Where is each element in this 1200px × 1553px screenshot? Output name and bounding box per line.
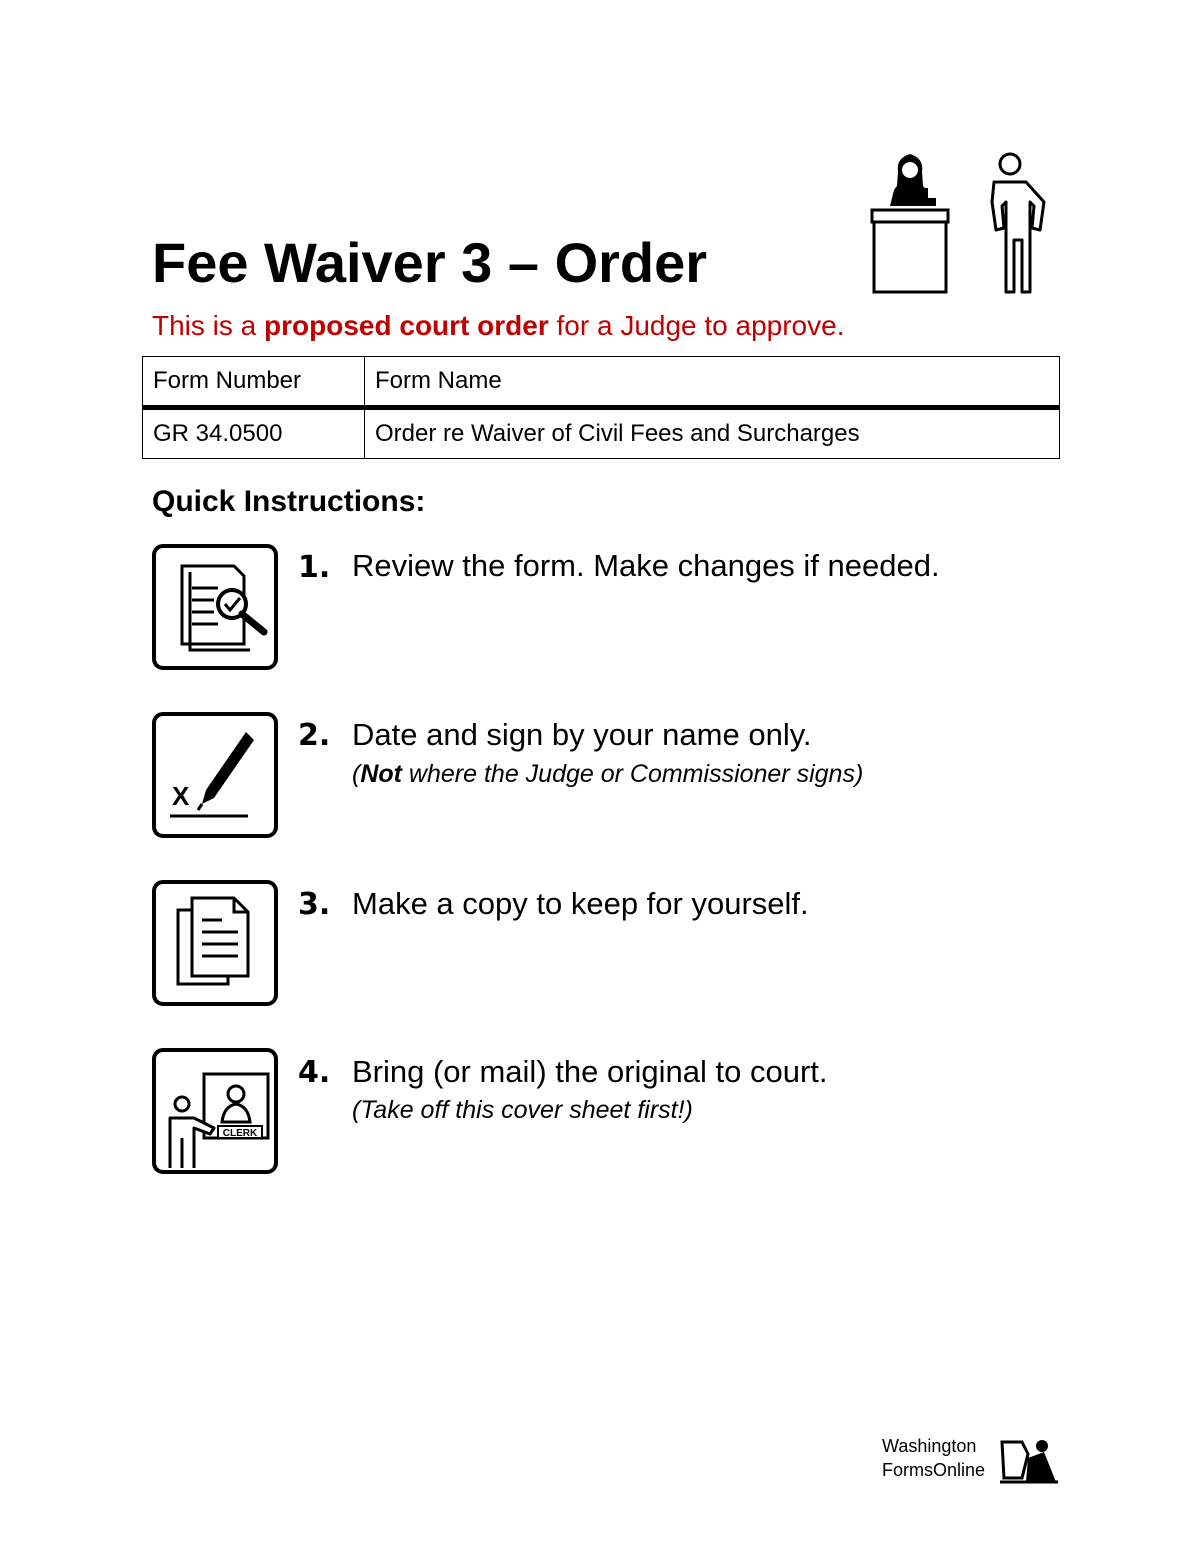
column-header-form-name: Form Name	[365, 357, 1060, 408]
form-number-cell: GR 34.0500	[143, 408, 365, 459]
subtitle-prefix: This is a	[152, 310, 265, 341]
step-2-note-rest: where the Judge or Commissioner signs)	[401, 760, 864, 788]
step-2-note	[352, 758, 863, 790]
step-4-text: Bring (or mail) the original to court.	[352, 1054, 828, 1089]
step-1-text: Review the form. Make changes if needed.	[352, 548, 940, 583]
step-1-number: 1.	[298, 550, 331, 585]
step-3-text: Make a copy to keep for yourself.	[352, 886, 809, 921]
quick-instructions-heading: Quick Instructions:	[152, 485, 426, 518]
clerk-icon	[152, 1048, 278, 1174]
pen-sign-icon	[152, 712, 278, 838]
step-3-number: 3.	[298, 887, 331, 922]
table-header-row	[143, 357, 1060, 408]
subtitle-suffix: for a Judge to approve.	[548, 310, 845, 341]
page-subtitle	[152, 308, 844, 344]
washington-formsonline-logo	[882, 1434, 1062, 1488]
page-title: Fee Waiver 3 – Order	[152, 231, 708, 294]
step-2-note-open: (	[352, 760, 361, 788]
step-2-text: Date and sign by your name only.	[352, 717, 812, 752]
logo-line-1: Washington	[882, 1436, 977, 1456]
signature-x-label: X	[172, 781, 190, 811]
form-name-cell: Order re Waiver of Civil Fees and Surcharges	[365, 408, 1060, 459]
step-2-note-emphasis: Not	[360, 760, 402, 788]
document-review-icon	[152, 544, 278, 670]
subtitle-emphasis: proposed court order	[264, 310, 549, 341]
step-2-number: 2.	[298, 718, 331, 753]
forms-table	[142, 356, 1060, 459]
clerk-label: CLERK	[222, 1128, 258, 1139]
logo-figure-icon	[998, 1438, 1060, 1486]
judge-and-person-icon	[860, 150, 1060, 300]
table-row	[143, 408, 1060, 459]
step-4-number: 4.	[298, 1055, 331, 1090]
copy-documents-icon	[152, 880, 278, 1006]
step-4-note: (Take off this cover sheet first!)	[352, 1096, 693, 1124]
column-header-form-number: Form Number	[143, 357, 365, 408]
logo-line-2: FormsOnline	[882, 1460, 986, 1480]
